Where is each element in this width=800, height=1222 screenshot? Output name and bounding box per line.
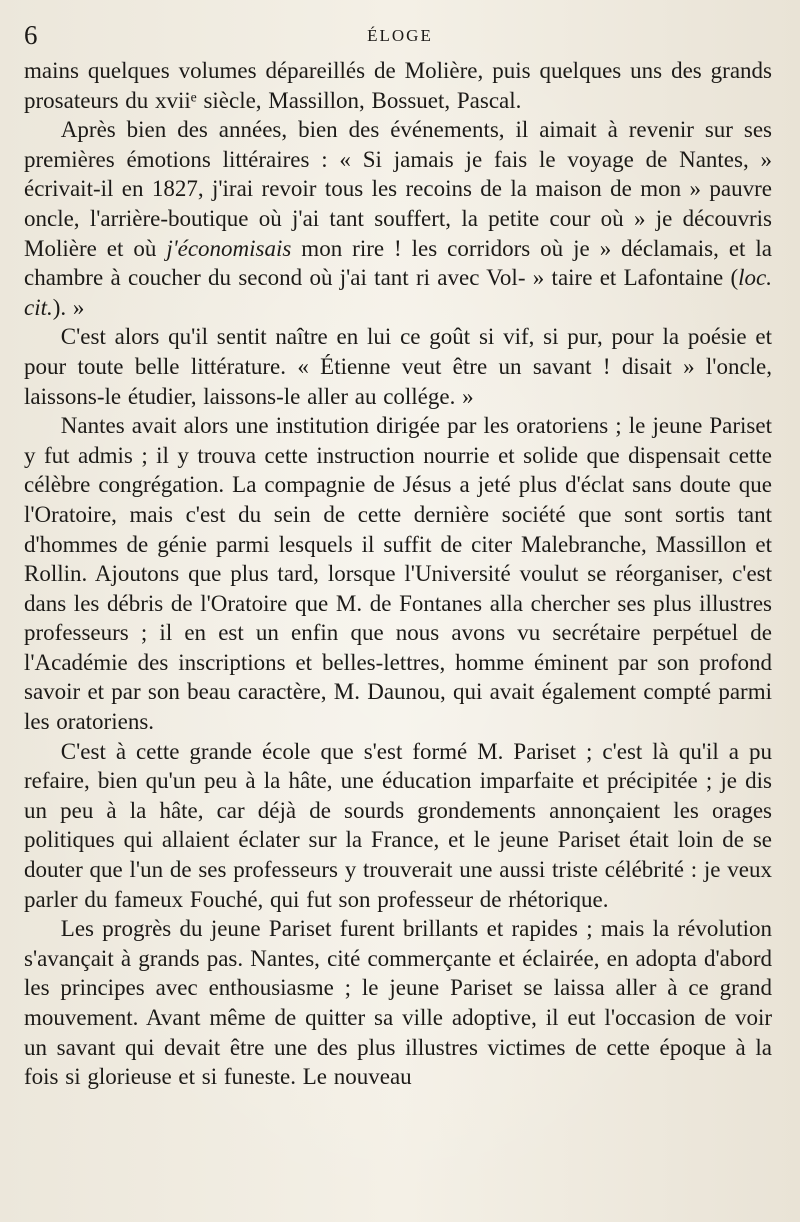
italic-text: loc. cit. xyxy=(24,265,772,320)
text-run: C'est alors qu'il sentit naître en lui ce goût si vif, si pur, pour la poésie et pour toute belle littérature. « Étienne veut être un savant ! disait » l'oncle, laissons-le étudier, laissons-le aller au collége. » xyxy=(24,324,772,409)
text-run: C'est à cette grande école que s'est formé M. Pariset ; c'est là qu'il a pu refaire, bien qu'un peu à la hâte, une éducation imparfaite et précipitée ; je dis un peu à la hâte, car déjà de sourds grondements annonçaient les orages politiques qui allaient éclater sur la France, et le jeune Pariset était loin de se douter que l'un de ses professeurs y trouverait une aussi triste célébrité : je veux parler du fameux Fouché, qui fut son professeur de rhétorique. xyxy=(24,738,772,912)
text-run: Nantes avait alors une institution dirigée par les oratoriens ; le jeune Pariset y fut admis ; il y trouva cette instruction nourrie et solide que dispensait cette célèbre congrégation. La compagnie de Jésus a jeté plus d'éclat sans doute que l'Oratoire, mais c'est du sein de cette dernière société que sont sortis tant d'hommes de génie parmi lesquels il suffit de citer Malebranche, Massillon et Rollin. Ajoutons que plus tard, lorsque l'Université voulut se réorganiser, c'est dans les débris de l'Oratoire que M. de Fontanes alla chercher ses plus illustres professeurs ; il en est un enfin que nous avons vu secrétaire perpétuel de l'Académie des inscriptions et belles-lettres, homme éminent par son profond savoir et par son beau caractère, M. Daunou, qui avait également compté parmi les oratoriens. xyxy=(24,413,772,735)
text-run: mains quelques volumes dépareillés de Molière, puis quelques uns des grands prosateurs du xviiᵉ siècle, Massillon, Bossuet, Pascal. xyxy=(24,58,772,113)
page-header xyxy=(24,20,776,50)
text-run: Après bien des années, bien des événements, il aimait à revenir sur ses premières émotions littéraires : « Si jamais je fais le voyage de Nantes, » écrivait-il en 1827, j'irai revoir tous les recoins de la maison de mon » pauvre oncle, l'arrière-boutique où j'ai tant souffert, la petite cour où » je découvris Molière et où xyxy=(24,117,772,261)
paragraph xyxy=(24,322,772,411)
body-text xyxy=(24,56,772,1092)
text-run: mon rire ! les corridors où je » déclamais, et la chambre à coucher du second où j'ai tant ri avec Vol- » taire et Lafontaine ( xyxy=(24,235,773,291)
running-title: ÉLOGE xyxy=(367,26,433,45)
paragraph xyxy=(24,737,772,915)
text-run: ). » xyxy=(52,294,85,320)
paragraph xyxy=(24,411,772,737)
italic-text: j'économisais xyxy=(166,235,292,261)
text-run: Les progrès du jeune Pariset furent brillants et rapides ; mais la révolution s'avançait à grands pas. Nantes, cité commerçante et éclairée, en adopta d'abord les principes avec enthousiasme ; le jeune Pariset se laissa aller à ce grand mouvement. Avant même de quitter sa ville adoptive, il eut l'occasion de voir un savant qui devait être une des plus illustres victimes de cette époque à la fois si glorieuse et si funeste. Le nouveau xyxy=(24,916,772,1090)
paragraph xyxy=(24,115,772,322)
paragraph xyxy=(24,914,772,1092)
paragraph xyxy=(24,56,772,115)
page-number: 6 xyxy=(24,20,38,50)
